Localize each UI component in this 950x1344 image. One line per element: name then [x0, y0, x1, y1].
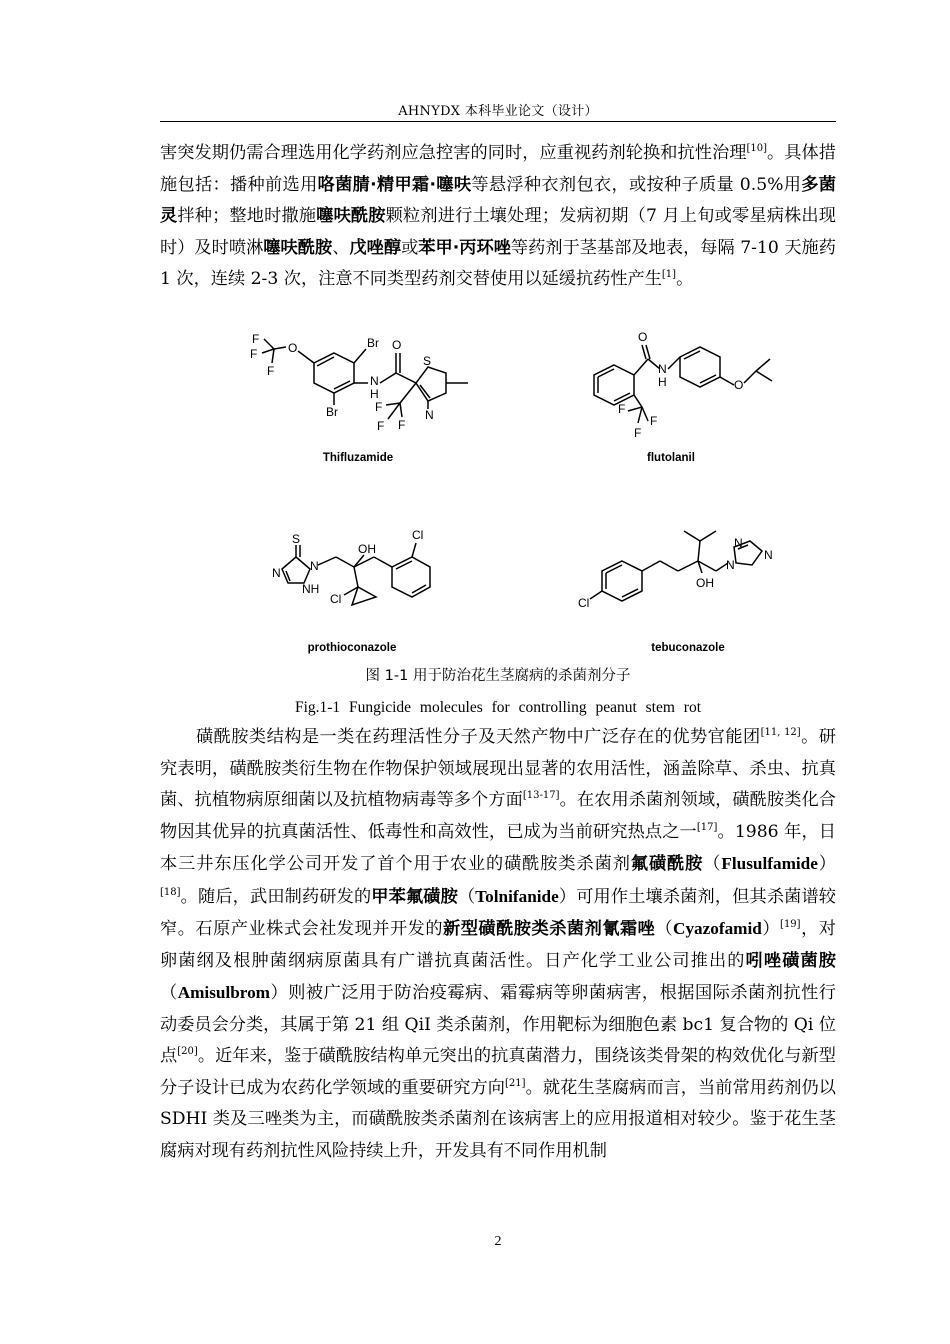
atom-label: N [272, 566, 281, 580]
paragraph-sulfonamide-fungicides [160, 722, 836, 1167]
atom-label: NH [302, 582, 320, 596]
citation: [1] [661, 269, 677, 280]
atom-label: F [252, 332, 260, 346]
text: ，对卵菌纲及根肿菌纲病原菌具有广谱抗真菌活性。日产化学工业公司推出的 [160, 919, 836, 971]
text: 。在农用杀菌剂领域，磺酰胺类化合物因其优异的抗真菌活性、低毒性和高效性，已成为当前研究热点之一 [160, 790, 836, 842]
page-header: AHNYDX 本科毕业论文（设计） [398, 104, 598, 119]
atom-label: N [370, 374, 379, 388]
citation: [18] [160, 886, 181, 898]
atom-label: H [658, 375, 667, 389]
atom-label: O [392, 338, 402, 352]
atom-label: N [658, 362, 667, 376]
atom-label: O [734, 378, 744, 392]
text: 。 [676, 269, 694, 289]
citation: [10] [746, 143, 767, 154]
molecule-name-prothioconazole: prothioconazole [307, 642, 397, 654]
atom-label: Br [367, 336, 379, 350]
molecule-name-tebuconazole: tebuconazole [651, 642, 725, 654]
text: 。具体措施包括：播种前选用 [160, 143, 836, 195]
citation: [13-17] [522, 790, 560, 801]
atom-label: F [267, 364, 275, 378]
figure-caption-chinese: 图 1-1 用于防治花生茎腐病的杀菌剂分子 [365, 668, 631, 684]
atom-label: Cl [412, 528, 424, 542]
atom-label: Cl [330, 592, 342, 606]
atom-label: F [634, 426, 642, 440]
bold-term: 噻呋酰胺 [263, 237, 333, 258]
citation: [17] [696, 821, 718, 833]
atom-label: OH [696, 576, 714, 590]
atom-label: Br [326, 405, 338, 419]
atom-label: O [288, 341, 298, 355]
bold-term: Cyazofamid [673, 919, 762, 938]
atom-label: O [638, 330, 648, 344]
text: （ [457, 886, 476, 907]
atom-label: F [398, 418, 406, 432]
text: ）可用作土壤杀菌剂，但其杀菌谱较窄。石原产业株式会社发现并开发的 [160, 886, 836, 939]
text: 等悬浮种衣剂包衣，或按种子质量 0.5%用 [471, 174, 802, 195]
bold-term: 噻呋酰胺 [316, 206, 386, 226]
text: 或 [401, 237, 419, 258]
bold-term: Tolnifanide [475, 886, 559, 906]
text: （ [655, 919, 674, 939]
citation: [21] [504, 1077, 526, 1089]
text: ） [817, 854, 836, 874]
molecule-name-thifluzamide: Thifluzamide [322, 452, 394, 464]
bold-term: 多菌灵 [160, 174, 836, 226]
header-rule [160, 121, 836, 122]
atom-label: F [650, 414, 658, 428]
text: 。近年来，鉴于磺酰胺结构单元突出的抗真菌潜力，围绕该类骨架的构效优化与新型分子设计已成为农药化学领域的重要研究方向 [160, 1046, 836, 1098]
bold-term: 新型磺酰胺类杀菌剂氰霜唑 [443, 919, 656, 939]
atom-label: F [250, 347, 258, 361]
bold-term: 甲苯氟磺胺 [371, 886, 458, 907]
text: 、 [332, 237, 350, 258]
text: 。1986 年，日本三井东压化学公司开发了首个用于农业的磺酰胺类杀菌剂 [160, 821, 836, 874]
atom-label: S [423, 354, 432, 368]
text: 颗粒剂进行土壤处理；发病初期（7 月上旬或零星病株出现时）及时喷淋 [160, 206, 836, 258]
text: （ [703, 854, 722, 874]
atom-label: N [734, 536, 743, 550]
text: 。随后，武田制药研发的 [180, 886, 372, 907]
figure-caption-english: Fig.1-1 Fungicide molecules for controlling peanut stem rot [294, 699, 702, 716]
text: 害突发期仍需合理选用化学药剂应急控害的同时，应重视药剂轮换和抗性治理 [160, 143, 747, 163]
text: （ [160, 983, 178, 1003]
text: 。就花生茎腐病而言，当前常用药剂仍以 SDHI 类及三唑类为主，而磺酰胺类杀菌剂在该病害上的应用报道相对较少。鉴于花生茎腐病对现有药剂抗性风险持续上升，开发具有不同作用机制 [160, 1077, 836, 1161]
citation: [20] [177, 1046, 198, 1057]
bold-term: 吲唑磺菌胺 [745, 950, 836, 971]
atom-label: F [375, 400, 383, 414]
paragraph-fungicide-measures [160, 138, 836, 296]
atom-label: Cl [578, 596, 590, 610]
text: ） [761, 919, 781, 939]
atom-label: OH [358, 542, 376, 556]
bold-term: Flusulfamide [721, 854, 818, 873]
molecule-name-flutolanil: flutolanil [647, 452, 695, 464]
page-number: 2 [494, 1234, 502, 1249]
atom-label: S [292, 532, 301, 546]
atom-label: N [425, 408, 434, 422]
bold-term: 咯菌腈·精甲霜·噻呋 [317, 174, 472, 195]
atom-label: N [310, 559, 319, 573]
atom-label: F [377, 419, 385, 433]
bold-term: 戊唑醇 [349, 237, 402, 258]
text: ）则被广泛用于防治疫霉病、霜霉病等卵菌病害，根据国际杀菌剂抗性行动委员会分类，其属于第 21 组 QiI 类杀菌剂，作用靶标为细胞色素 bc1 复合物的 Qi 位点 [160, 983, 836, 1066]
text: 。研究表明，磺酰胺类衍生物在作物保护领域展现出显著的农用活性，涵盖除草、杀虫、抗真菌、抗植物病原细菌以及抗植物病毒等多个方面 [160, 727, 836, 810]
text: 磺酰胺类结构是一类在药理活性分子及天然产物中广泛存在的优势官能团 [196, 727, 761, 747]
atom-label: F [618, 402, 626, 416]
bold-term: 氟磺酰胺 [630, 854, 704, 874]
bold-term: 苯甲·丙环唑 [418, 237, 511, 258]
text: 等药剂于茎基部及地表，每隔 7-10 天施药 1 次，连续 2-3 次，注意不同类型药剂交替使用以延缓抗药性产生 [160, 237, 836, 289]
citation: [11, 12] [760, 727, 801, 738]
bold-term: Amisulbrom [177, 983, 271, 1002]
figure-fungicide-molecules [240, 325, 800, 665]
text: 拌种；整地时撒施 [177, 206, 317, 226]
atom-label: N [726, 558, 735, 572]
atom-label: N [764, 548, 773, 562]
citation: [19] [780, 919, 801, 930]
atom-label: H [370, 387, 379, 401]
